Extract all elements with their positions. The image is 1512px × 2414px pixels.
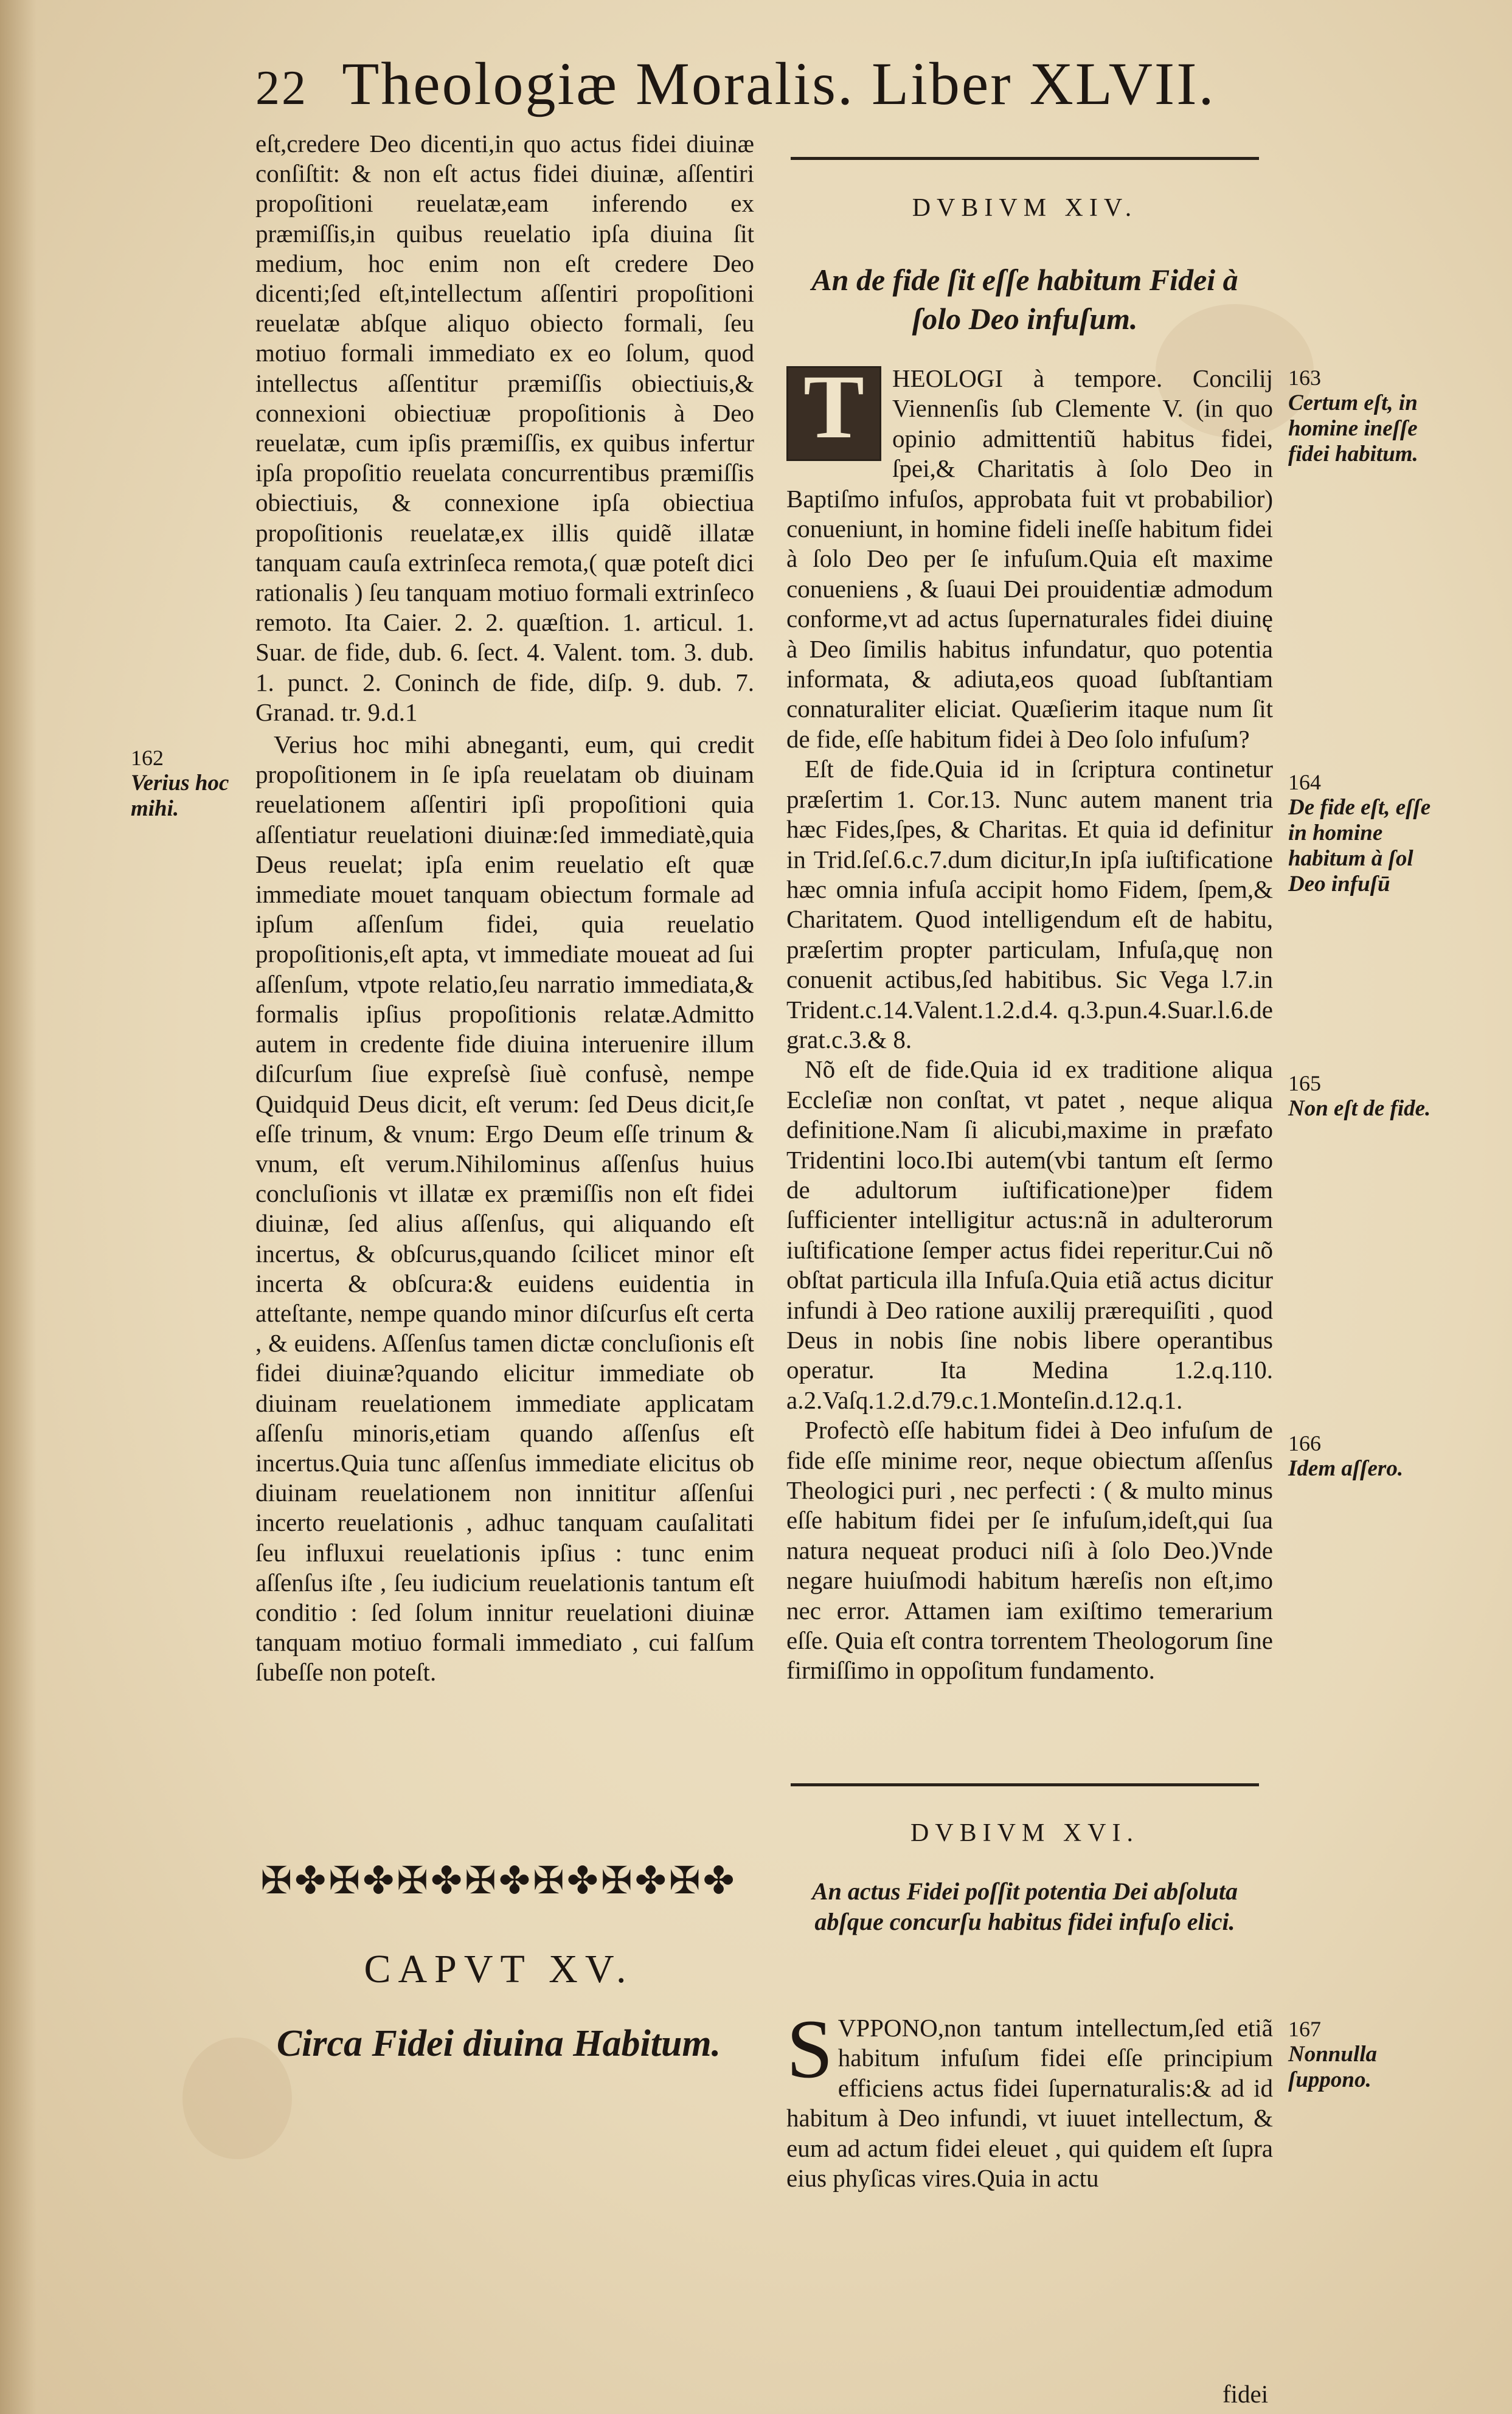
drop-cap-t: T (786, 366, 881, 461)
margin-note-number: 162 (131, 746, 164, 770)
left-paragraph-2: Verius hoc mihi abneganti, eum, qui credit propoſitionem in ſe ipſa reuelatam ob diuinam reuelationem aſſentiri ipſi propoſitioni quia aſſentiatur reuelationi diuinæ:ſed immediatè,quia Deus reuelat; ipſa enim reuelatio eſt quæ immediate mouet tanquam obiectum formale ad ipſum aſſenſum fidei, quia reuelatio propoſitionis,eſt apta, vt immediate moueat ad ſui aſſenſum, vtpote relatio,ſeu narratio immediata,& formalis ipſius propoſitionis relatæ.Admitto autem in credente fide diuina interuenire illum diſcurſum ſiue expreſsè ſiuè confusè, nempe Quidquid Deus dicit, eſt verum: ſed Deus dicit,ſe eſſe trinum, & vnum: Ergo Deum eſſe trinum & vnum, eſt verum.Nihilominus aſſenſus huius concluſionis vt illatæ ex præmiſſis non eſt fidei diuinæ, ſed alius aſſenſus, qui aliquando eſt incertus, & obſcurus,quando ſcilicet minor eſt incerta & obſcura:& euidens euidentia in atteſtante, nempe quando minor diſcurſus eſt certa , & euidens. Aſſenſus tamen dictæ concluſionis eſt fidei diuinæ?quando elicitur immediate ob diuinam reuelationem immediate applicatam aſſenſu minoris,etiam quando aſſenſus eſt incertus.Quia tunc aſſenſus immediate elicitus ob diuinam reuelationem non innititur aſſenſui incerto reuelationis , adhuc tanquam cauſalitati ſeu influxui reuelationis ipſius : tunc enim aſſenſus iſte , ſeu iudicium reuelationis tantum eſt conditio : ſed ſolum innitur reuelationi diuinæ tanquam motiuo formali immediato , cui falſum ſubeſſe non poteſt. (255, 730, 754, 1687)
left-column (255, 129, 754, 1688)
margin-note-number: 166 (1288, 1431, 1321, 1455)
catchword: fidei (1222, 2380, 1269, 2408)
margin-note-text: Nonnulla ſuppono. (1288, 2042, 1378, 2092)
margin-note-165 (1288, 1070, 1434, 1122)
page-number: 22 (255, 61, 308, 115)
page-edge-shadow (0, 0, 36, 2414)
dubium-16-body (786, 2002, 1273, 2193)
caput-title: CAPVT XV. (364, 1947, 634, 1991)
dubium-14-title: An de fide ſit eſſe habitum Fidei à ſolo Deo infuſum. (811, 263, 1238, 336)
margin-note-text: Verius hoc mihi. (131, 771, 229, 821)
dubium-14-body (786, 356, 1273, 1763)
margin-note-162 (131, 745, 246, 822)
margin-note-167 (1288, 2016, 1434, 2093)
drop-cap-s: S (786, 2002, 833, 2095)
margin-note-number: 164 (1288, 770, 1321, 794)
dubium-14-paragraph-2: Eſt de fide.Quia id in ſcriptura continetur præſertim 1. Cor.13. Nunc autem manent tria hæc Fides,ſpes, & Charitas. Et quia id definitur in Trid.ſeſ.6.c.7.dum dicitur,In ipſa iuſtificatione hæc omnia infuſa accipit homo Fidem, ſpem,& Charitatem. Quod intelligendum eſt de habitu, præſertim propter particulam, Infuſa,quę non conuenit actibus,ſed habitibus. Sic Vega l.7.in Trident.c.14.Valent.1.2.d.4. q.3.pun.4.Suar.l.6.de grat.c.3.& 8. (786, 755, 1273, 1053)
section-rule (791, 157, 1259, 160)
margin-note-number: 165 (1288, 1071, 1321, 1095)
dubium-14-paragraph-3: Nõ eſt de fide.Quia id ex traditione aliqua Eccleſiæ non conſtat, vt patet , neque aliqua definitione.Nam ſi alicubi,maxime in præfato Tridentini loco.Ibi autem(vbi tantum eſt ſermo de adultorum iuſtificatione)per fidem ſufficienter intelligitur actus:nã in adulterorum iuſtificatione ſemper actus fidei reperitur.Cui nõ obſtat particula illa Infuſa.Quia etiã actus dicitur infundi à Deo ratione auxilij prærequiſiti , quod Deus in nobis ſine nobis libere operantibus operatur. Ita Medina 1.2.q.110. a.2.Vaſq.1.2.d.79.c.1.Monteſin.d.12.q.1. (786, 1055, 1273, 1414)
left-paragraph-1: eſt,credere Deo dicenti,in quo actus fidei diuinæ conſiſtit: & non eſt actus fidei diuinæ, aſſentiri propoſitioni reuelatæ,eam inferendo ex præmiſſis,in quibus reuelatio ipſa diuina ſit medium, hoc enim non eſt credere Deo dicenti;ſed eſt,intellectum aſſentiri propoſitioni reuelatæ abſque aliquo obiecto formali, ſeu motiuo formali immediato ex eo ſolum, quod intellectus aſſentitur præmiſſis obiectiuis,& connexioni obiectiuæ propoſitionis à Deo reuelatæ, cum ipſis præmiſſis, ex quibus infertur ipſa propoſitio reuelata concurrentibus præmiſſis obiectiuis, & connexione ipſa obiectiua propoſitionis reuelatæ,ex illis quidẽ illatæ tanquam cauſa extrinſeca remota,( quæ poteſt dici rationalis ) ſeu tanquam motiuo formali extrinſeco remoto. Ita Caier. 2. 2. quæſtion. 1. articul. 1. Suar. de fide, dub. 6. ſect. 4. Valent. tom. 3. dub. 1. punct. 2. Coninch de fide, diſp. 9. dub. 7. Granad. tr. 9.d.1 (255, 130, 754, 726)
margin-note-number: 163 (1288, 366, 1321, 390)
margin-note-163 (1288, 365, 1434, 467)
margin-note-text: De fide eſt, eſſe in homine habitum à ſol Deo infuſū (1288, 795, 1431, 897)
margin-note-166 (1288, 1431, 1434, 1482)
dubium-14-heading: DVBIVM XIV. (912, 194, 1138, 222)
margin-note-164 (1288, 769, 1434, 897)
decorative-ornament-band: ✠✤✠✤✠✤✠✤✠✤✠✤✠✤ (260, 1861, 737, 1902)
dubium-14-paragraph-4: Profectò eſſe habitum fidei à Deo infuſum de fide eſſe minime reor, neque obiectum aſſenſus Theologici puri , nec perfecti : ( & multo minus eſſe habitum fidei per ſe infuſum,ideſt,qui ſua natura nequeat produci niſi à ſolo Deo.)Vnde negare huiuſmodi habitum hæreſis non eſt,imo nec error. Attamen iam exiſtimo temerarium eſſe. Quia eſt contra torrentem Theologorum ſine firmiſſimo in oppoſitum fundamento. (786, 1416, 1273, 1685)
margin-note-number: 167 (1288, 2017, 1321, 2041)
running-head (255, 49, 1289, 122)
margin-note-text: Certum eſt, in homine ineſſe fidei habitum. (1288, 390, 1418, 466)
margin-note-text: Idem aſſero. (1288, 1456, 1404, 1481)
caput-subtitle: Circa Fidei diuina Habitum. (276, 2023, 721, 2064)
section-rule (791, 1783, 1259, 1786)
dubium-16-heading: DVBIVM XVI. (910, 1819, 1139, 1847)
margin-note-text: Non eſt de fide. (1288, 1096, 1431, 1121)
running-title: Theologiæ Moralis. Liber XLVII. (342, 50, 1216, 117)
dubium-14-paragraph-1: HEOLOGI à tempore. Concilij Viennenſis ſub Clemente V. (in quo opinio admittentiũ habitus fidei, ſpei,& Charitatis à ſolo Deo in Baptiſmo infuſos, approbata fuit vt probabilior) conueniunt, in homine fideli ineſſe habitum fidei à ſolo Deo per ſe infuſum.Quia eſt maxime conueniens , & ſuaui Dei prouidentiæ admodum conforme,vt ad actus ſupernaturales fidei diuinę à Deo ſimilis habitus infundatur, quo potentia informata, & adiuta,eos quoad ſubſtantiam connaturaliter eliciat. Quæſierim itaque num ſit de fide, eſſe habitum fidei à Deo ſolo infuſum? (786, 364, 1273, 753)
dubium-16-paragraph: VPPONO,non tantum intellectum,ſed etiã habitum infuſum fidei eſſe principium efficiens actus fidei ſupernaturalis:& ad id habitum à Deo infundi, vt iuuet intellectum, & eum ad actum fidei eleuet , qui quidem eſt ſupra eius phyſicas vires.Quia in actu (786, 2014, 1273, 2193)
dubium-16-title: An actus Fidei poſſit potentia Dei abſoluta abſque concurſu habitus fidei infuſo elici. (811, 1878, 1238, 1935)
